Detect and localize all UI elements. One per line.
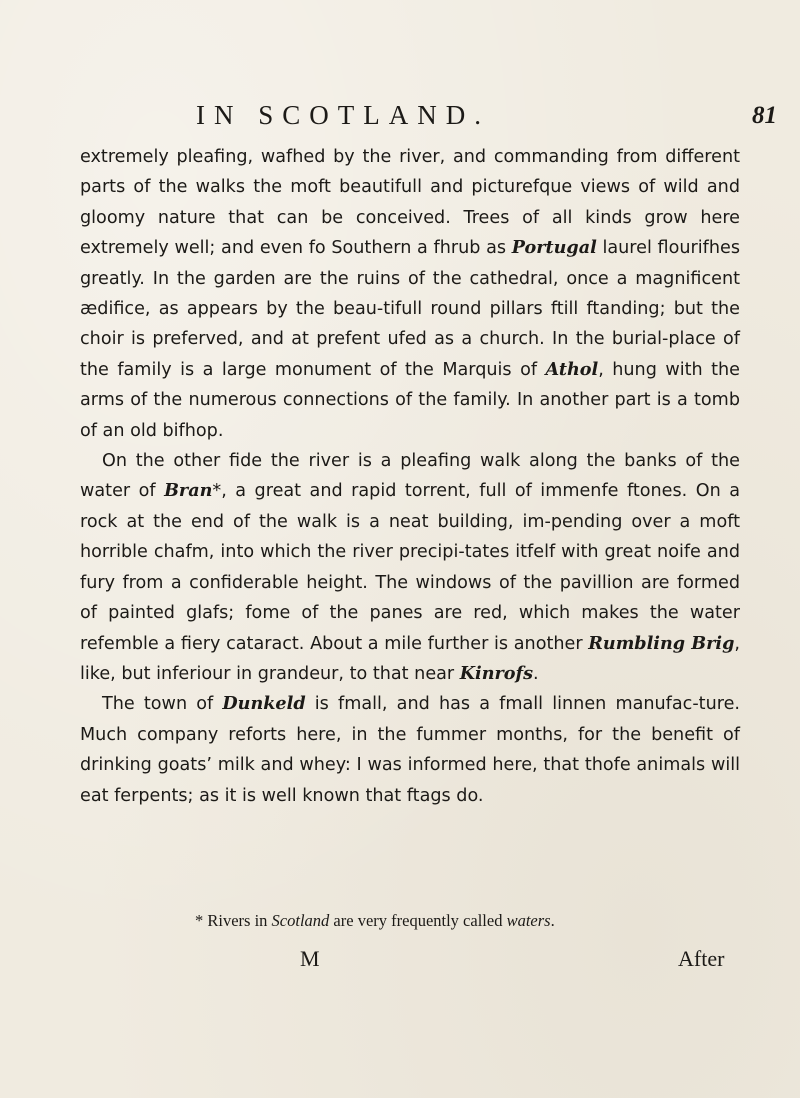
paragraph-3: The town of Dunkeld is fmall, and has a fmall linnen manufac-ture. Much company reforts here, in the fummer months, for the benefit of drinking goats’ milk and whey: I was informed here, that thofe animals will eat ferpents; as it is well known that ftags do.: [80, 693, 740, 806]
signature-mark: M: [300, 946, 320, 971]
catchword: After: [678, 946, 725, 971]
body-text: [80, 142, 740, 811]
running-head: IN SCOTLAND.: [196, 100, 490, 130]
paragraph-1: extremely pleafing, wafhed by the river, and commanding from different parts of the walks the moft beautifull and picturefque views of wild and gloomy nature that can be conceived. Trees of all kinds grow here extremely well; and even fo Southern a fhrub as Portugal laurel flourifhes greatly. In the garden are the ruins of the cathedral, once a magnificent ædifice, as appears by the beau-tifull round pillars ftill ftanding; but the choir is preferved, and at prefent ufed as a church. In the burial-place of the family is a large monument of the Marquis of Athol, hung with the arms of the numerous connections of the family. In another part is a tomb of an old bifhop.: [80, 147, 740, 441]
footnote: * Rivers in Scotland are very frequently called waters.: [195, 911, 555, 930]
paragraph-2: On the other fide the river is a pleafing walk along the banks of the water of Bran*, a great and rapid torrent, full of immenfe ftones. On a rock at the end of the walk is a neat building, im-pending over a moft horrible chafm, into which the river precipi-tates itfelf with great noife and fury from a confiderable height. The windows of the pavillion are formed of painted glafs; fome of the panes are red, which makes the water refemble a fiery cataract. About a mile further is another Rumbling Brig, like, but inferiour in grandeur, to that near Kinrofs.: [80, 451, 741, 684]
page-number: 81: [752, 102, 777, 129]
